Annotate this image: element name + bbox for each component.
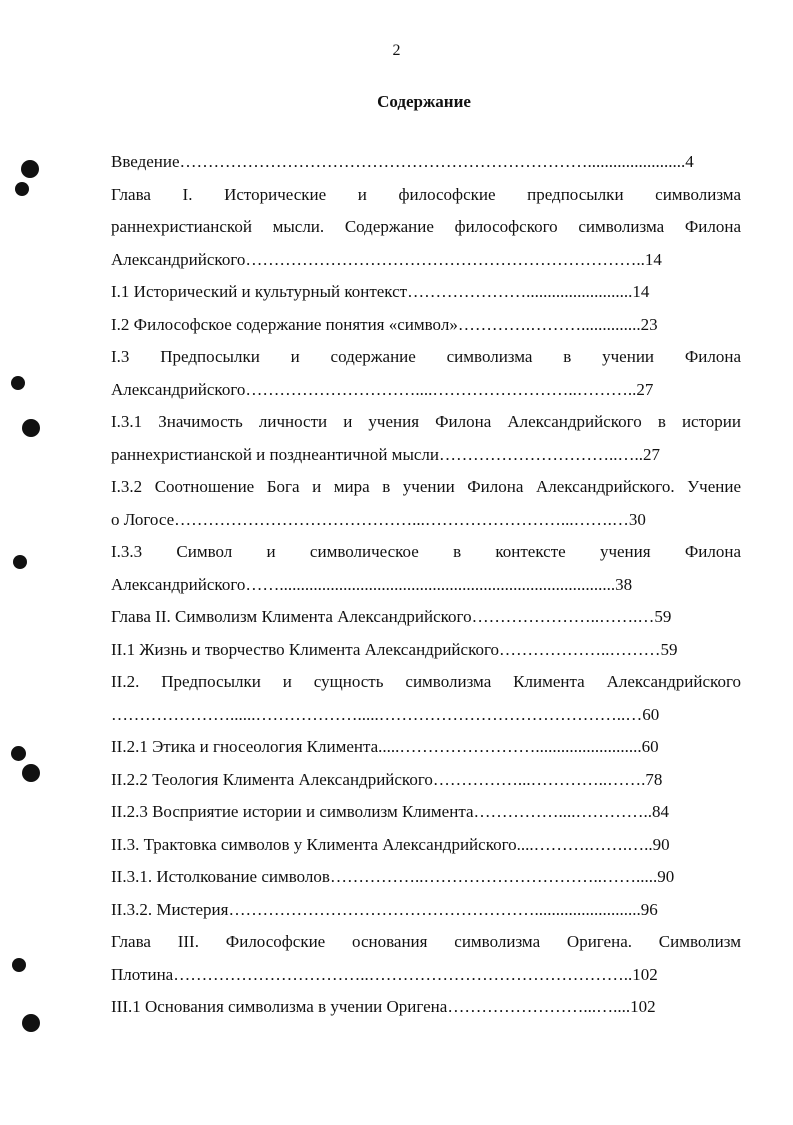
toc-entry: II.2.1 Этика и гносеология Климента.....…………………….........................60 — [111, 737, 659, 756]
toc-entry-continuation: о Логосе……………………………………...……………………...…….…30 — [111, 509, 646, 529]
toc-entry: I.3.3 Символ и символическое в контексте учения Филона — [111, 542, 741, 561]
toc-entry: II.3.1. Истолкование символов……………..…………………………..…….....90 — [111, 867, 675, 886]
toc-entry: Глава III. Философские основания символизма Оригена. Символизм — [111, 932, 741, 951]
toc-entry: II.2.3 Восприятие истории и символизм Климента……………....…………..84 — [111, 802, 670, 821]
toc-entry: II.3. Трактовка символов у Климента Александрийского....……….…….…..90 — [111, 834, 670, 854]
punch-hole — [12, 958, 26, 972]
toc-entry: III.1 Основания символизма в учении Оригена……………………...…....102 — [111, 997, 656, 1016]
table-of-contents — [111, 146, 741, 1024]
page-number: 2 — [392, 42, 401, 59]
punch-hole — [11, 376, 25, 390]
toc-entry: I.3 Предпосылки и содержание символизма в учении Филона — [111, 347, 741, 366]
punch-hole — [11, 746, 26, 761]
punch-hole — [13, 555, 27, 569]
toc-entry-continuation: Александрийского……...............................................................................38 — [111, 574, 633, 594]
toc-entry-continuation: …………………......……………….....……………………………………..…60 — [111, 704, 660, 724]
toc-entry: I.3.1 Значимость личности и учения Филона Александрийского в истории — [111, 412, 741, 431]
toc-entry: I.3.2 Соотношение Бога и мира в учении Филона Александрийского. Учение — [111, 477, 741, 496]
toc-entry: Введение……………………………………………………………….......................4 — [111, 152, 694, 171]
toc-entry-continuation: Александрийского……………………………………………………………..14 — [111, 249, 662, 269]
toc-entry: II.1 Жизнь и творчество Климента Александрийского………………..………59 — [111, 639, 678, 659]
punch-hole — [22, 1014, 40, 1032]
punch-hole — [15, 182, 29, 196]
toc-entry-continuation: раннехристианской и позднеантичной мысли…………………………..…..27 — [111, 444, 660, 464]
toc-entry-continuation: раннехристианской мысли. Содержание философского символизма Филона — [111, 217, 741, 236]
toc-entry: II.2. Предпосылки и сущность символизма Климента Александрийского — [111, 672, 741, 691]
toc-entry-continuation: Александрийского…………………………....……………………..………..27 — [111, 379, 654, 399]
toc-entry: II.2.2 Теология Климента Александрийского……………...…………..…….78 — [111, 769, 663, 789]
toc-entry-continuation: Плотина……………………………..………………………………………..102 — [111, 964, 658, 984]
toc-entry: I.1 Исторический и культурный контекст………………….........................14 — [111, 282, 650, 301]
toc-entry: I.2 Философское содержание понятия «символ»………….………..............23 — [111, 314, 658, 334]
page-title: Содержание — [377, 92, 471, 111]
punch-hole — [21, 160, 39, 178]
punch-hole — [22, 419, 40, 437]
punch-hole — [22, 764, 40, 782]
toc-entry: Глава I. Исторические и философские предпосылки символизма — [111, 184, 741, 204]
toc-entry: Глава II. Символизм Климента Александрийского…………………..…….…59 — [111, 607, 672, 626]
toc-entry: II.3.2. Мистерия……………………………………………….........................96 — [111, 899, 658, 919]
